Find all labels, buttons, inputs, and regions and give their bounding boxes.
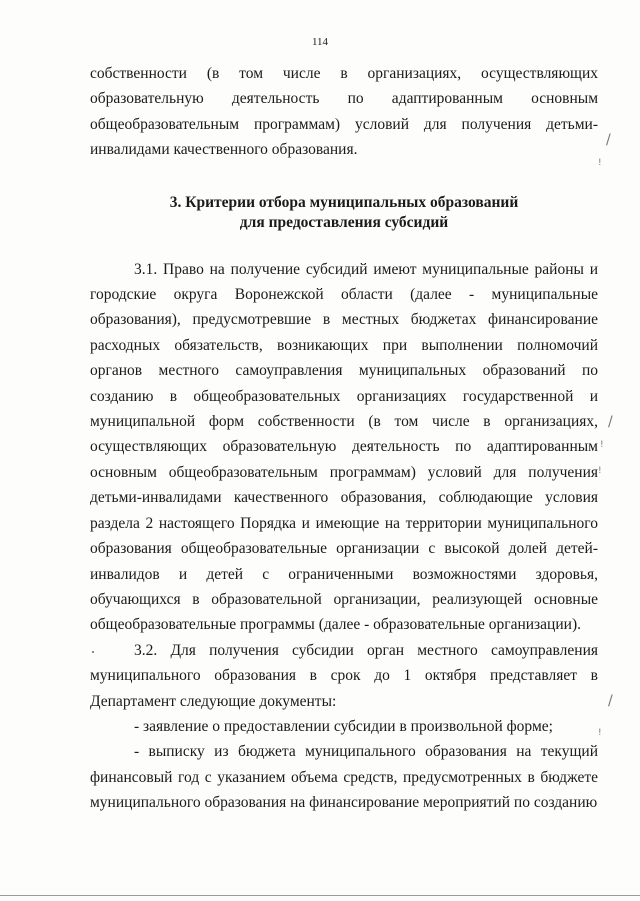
page-number: 114 bbox=[311, 36, 329, 48]
list-item-application: - заявление о предоставлении субсидии в произвольной форме; bbox=[134, 717, 553, 735]
document-body bbox=[90, 61, 598, 816]
margin-mark: ! bbox=[598, 466, 602, 476]
scan-edge-line bbox=[0, 895, 640, 896]
margin-mark: / bbox=[608, 693, 613, 709]
margin-mark: / bbox=[606, 132, 611, 148]
margin-mark: ! bbox=[600, 440, 604, 450]
section-heading-line-1: 3. Критерии отбора муниципальных образований bbox=[169, 193, 519, 211]
paragraph-3-2: 3.2. Для получения субсидии орган местного самоуправления муниципального образования в срок до 1 октября представляет в Департамент следующие документы: bbox=[90, 641, 598, 710]
margin-mark: ! bbox=[598, 728, 602, 738]
intro-paragraph: собственности (в том числе в организациях, осуществляющих образовательную деятельность по адаптированным основным общеобразовательным программам) условий для получения детьми-инвалидами качественного образования. bbox=[90, 65, 598, 159]
section-heading bbox=[90, 193, 598, 233]
margin-mark: / bbox=[608, 414, 613, 430]
list-item-budget-extract: - выписку из бюджета муниципального образования на текущий финансовый год с указанием объема средств, предусмотренных в бюджете муниципального образования на финансирование мероприятий по созданию bbox=[90, 743, 598, 812]
scan-dot bbox=[92, 651, 94, 653]
margin-mark: ! bbox=[598, 158, 602, 168]
paragraph-3-1: 3.1. Право на получение субсидий имеют муниципальные районы и городские округа Воронежской области (далее - муниципальные образования), предусмотревшие в местных бюджетах финансирование расходных обязательств, возникающих при выполнении полномочий органов местного самоуправления муниципальных образований по созданию в общеобразовательных организациях государственной и муниципальной форм собственности (в том числе в организациях, осуществляющих образовательную деятельность по адаптированным основным общеобразовательным программам) условий для получения детьми-инвалидами качественного образования, соблюдающие условия раздела 2 настоящего Порядка и имеющие на территории муниципального образования общеобразовательные организации с высокой долей детей-инвалидов и детей с ограниченными возможностями здоровья, обучающихся в образовательной организации, реализующей основные общеобразовательные программы (далее - образовательные организации). bbox=[90, 260, 598, 634]
section-heading-line-2: для предоставления субсидий bbox=[239, 213, 449, 231]
